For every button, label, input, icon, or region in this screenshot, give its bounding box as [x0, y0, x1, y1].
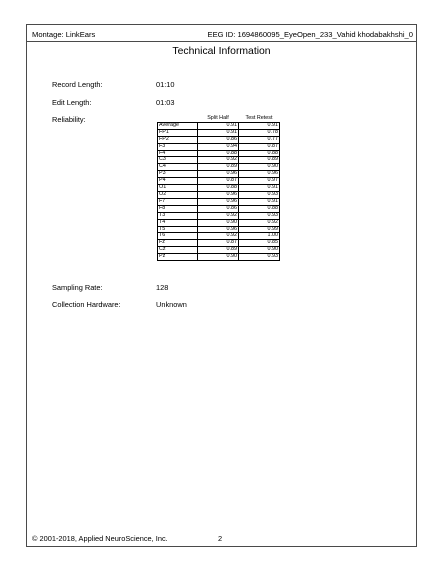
page-number: 2	[218, 534, 223, 543]
test-retest-cell: 0.96	[239, 171, 280, 178]
split-half-cell: 0.86	[198, 205, 239, 212]
eeg-id-label: EEG ID:	[207, 30, 236, 39]
table-row	[158, 171, 280, 178]
test-retest-cell: 0.87	[239, 143, 280, 150]
test-retest-cell: 0.92	[239, 219, 280, 226]
table-row	[158, 157, 280, 164]
split-half-cell: 0.88	[198, 150, 239, 157]
channel-cell: F7	[158, 198, 198, 205]
channel-cell: T3	[158, 212, 198, 219]
split-half-cell: 0.91	[198, 129, 239, 136]
test-retest-cell: 0.78	[239, 129, 280, 136]
header-divider	[26, 41, 417, 42]
test-retest-cell: 0.93	[239, 212, 280, 219]
split-half-cell: 0.96	[198, 226, 239, 233]
channel-cell: O1	[158, 185, 198, 192]
test-retest-cell: 0.99	[239, 226, 280, 233]
channel-cell: F3	[158, 143, 198, 150]
eeg-id-value: 1694860095_EyeOpen_233_Vahid khodabakhshi_0	[237, 30, 413, 39]
split-half-cell: 0.92	[198, 157, 239, 164]
montage-label: Montage:	[32, 30, 64, 39]
table-row	[158, 136, 280, 143]
split-half-cell: 0.89	[198, 164, 239, 171]
channel-cell: F4	[158, 150, 198, 157]
edit-length-label: Edit Length:	[52, 98, 92, 107]
test-retest-cell: 0.77	[239, 136, 280, 143]
table-row	[158, 226, 280, 233]
split-half-cell: 0.90	[198, 254, 239, 261]
split-half-cell: 0.87	[198, 178, 239, 185]
channel-cell: C3	[158, 157, 198, 164]
test-retest-cell: 1.00	[239, 233, 280, 240]
channel-cell: C4	[158, 164, 198, 171]
table-row	[158, 240, 280, 247]
eeg-id-header	[208, 30, 414, 39]
table-row	[158, 122, 280, 129]
split-half-cell: 0.86	[198, 136, 239, 143]
table-row	[158, 205, 280, 212]
split-half-cell: 0.91	[198, 122, 239, 129]
channel-cell: T6	[158, 233, 198, 240]
table-row	[158, 185, 280, 192]
sampling-rate-label: Sampling Rate:	[52, 283, 103, 292]
copyright-text: © 2001-2018, Applied NeuroScience, Inc.	[32, 534, 168, 543]
record-length-label: Record Length:	[52, 80, 103, 89]
test-retest-cell: 0.89	[239, 157, 280, 164]
table-row	[158, 212, 280, 219]
montage-header	[32, 30, 95, 39]
collection-hardware-label: Collection Hardware:	[52, 300, 121, 309]
table-row	[158, 219, 280, 226]
table-row	[158, 129, 280, 136]
test-retest-cell: 0.91	[239, 122, 280, 129]
montage-value: LinkEars	[65, 30, 96, 39]
channel-cell: T5	[158, 226, 198, 233]
collection-hardware-value: Unknown	[156, 300, 187, 309]
table-row	[158, 254, 280, 261]
split-half-cell: 0.87	[198, 240, 239, 247]
split-half-cell: 0.94	[198, 143, 239, 150]
test-retest-column-header: Test Retest	[245, 115, 273, 121]
channel-cell: F8	[158, 205, 198, 212]
channel-cell: Fz	[158, 240, 198, 247]
test-retest-cell: 0.93	[239, 191, 280, 198]
table-row	[158, 198, 280, 205]
test-retest-cell: 0.85	[239, 240, 280, 247]
split-half-cell: 0.96	[198, 198, 239, 205]
table-row	[158, 164, 280, 171]
channel-cell: Cz	[158, 247, 198, 254]
table-row	[158, 150, 280, 157]
split-half-cell: 0.88	[198, 185, 239, 192]
split-half-cell: 0.92	[198, 233, 239, 240]
page-title: Technical Information	[172, 46, 271, 57]
test-retest-cell: 0.91	[239, 185, 280, 192]
reliability-table	[157, 116, 280, 261]
table-row	[158, 191, 280, 198]
channel-cell: FP1	[158, 129, 198, 136]
sampling-rate-value: 128	[156, 283, 169, 292]
reliability-label: Reliability:	[52, 115, 86, 124]
channel-cell: FP2	[158, 136, 198, 143]
record-length-value: 01:10	[156, 80, 175, 89]
table-row	[158, 143, 280, 150]
test-retest-cell: 0.88	[239, 150, 280, 157]
channel-cell: Pz	[158, 254, 198, 261]
test-retest-cell: 0.88	[239, 205, 280, 212]
test-retest-cell: 0.97	[239, 178, 280, 185]
channel-cell: Average	[158, 122, 198, 129]
test-retest-cell: 0.91	[239, 198, 280, 205]
test-retest-cell: 0.93	[239, 254, 280, 261]
table-row	[158, 178, 280, 185]
table-row	[158, 233, 280, 240]
test-retest-cell: 0.90	[239, 247, 280, 254]
table-row	[158, 247, 280, 254]
channel-cell: O2	[158, 191, 198, 198]
split-half-cell: 0.96	[198, 171, 239, 178]
split-half-cell: 0.90	[198, 219, 239, 226]
split-half-cell: 0.89	[198, 247, 239, 254]
split-half-column-header: Split Half	[207, 115, 229, 121]
edit-length-value: 01:03	[156, 98, 175, 107]
channel-cell: T4	[158, 219, 198, 226]
split-half-cell: 0.96	[198, 191, 239, 198]
channel-cell: P3	[158, 171, 198, 178]
channel-cell: P4	[158, 178, 198, 185]
test-retest-cell: 0.90	[239, 164, 280, 171]
split-half-cell: 0.92	[198, 212, 239, 219]
